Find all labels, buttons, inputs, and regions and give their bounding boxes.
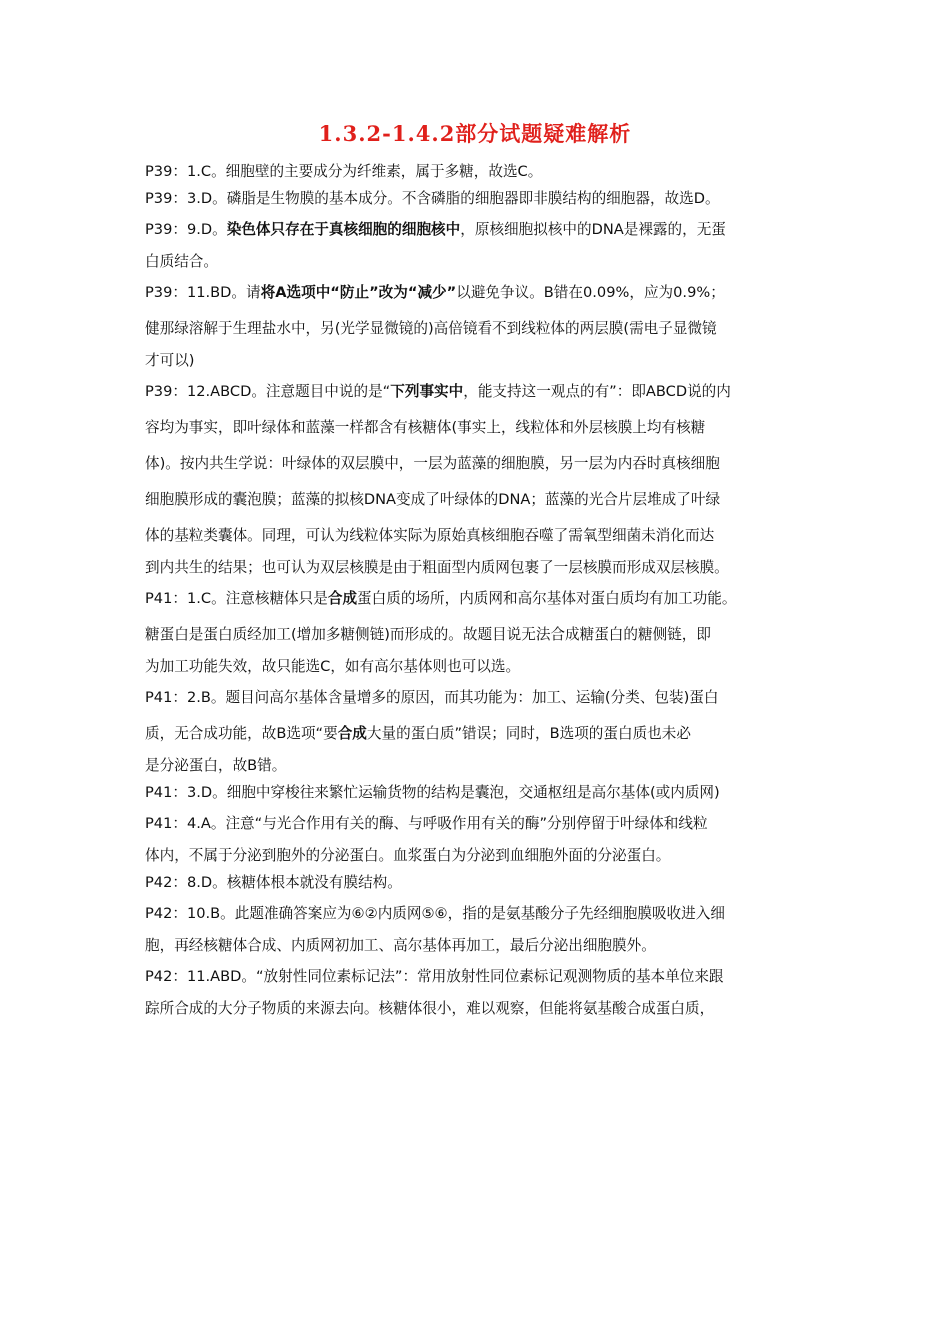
emphasis-text: 将A选项中“防止”改为“减少”	[260, 284, 457, 301]
text-segment: P42：10.B。此题准确答案应为⑥②内质网⑤⑥，指的是氨基酸分子先经细胞膜吸收进入细	[145, 905, 725, 922]
text-segment: 为加工功能失效，故只能选C，如有高尔基体则也可以选。	[145, 658, 521, 675]
answer-paragraph	[145, 374, 820, 581]
answer-paragraph	[145, 869, 820, 896]
text-line	[145, 653, 820, 680]
document-title: 1.3.2-1.4.2部分试题疑难解析	[318, 121, 632, 146]
text-segment: 糖蛋白是蛋白质经加工(增加多糖侧链)而形成的。故题目说无法合成糖蛋白的糖侧链，即	[145, 626, 711, 643]
text-line	[145, 752, 820, 779]
text-line	[145, 185, 820, 212]
text-line	[145, 311, 820, 347]
answer-paragraph	[145, 581, 820, 680]
text-line	[145, 995, 820, 1022]
text-segment: 容均为事实，即叶绿体和蓝藻一样都含有核糖体(事实上，线粒体和外层核膜上均有核糖	[145, 419, 706, 436]
text-segment: 大量的蛋白质”错误；同时，B选项的蛋白质也未必	[366, 725, 691, 742]
text-line	[145, 446, 820, 482]
text-segment: 踪所合成的大分子物质的来源去向。核糖体很小，难以观察，但能将氨基酸合成蛋白质，	[145, 1000, 715, 1017]
text-line	[145, 554, 820, 581]
text-line	[145, 842, 820, 869]
text-line	[145, 248, 820, 275]
text-line	[145, 959, 820, 995]
text-segment: 才可以)	[145, 352, 195, 369]
answer-paragraph	[145, 779, 820, 806]
text-segment: 质，无合成功能，故B选项“要	[145, 725, 338, 742]
text-segment: P42：8.D。核糖体根本就没有膜结构。	[145, 874, 402, 891]
text-line	[145, 482, 820, 518]
text-line	[145, 275, 820, 311]
text-segment: P41：1.C。注意核糖体只是	[145, 590, 328, 607]
text-line	[145, 806, 820, 842]
document-body	[145, 158, 820, 1022]
text-segment: 到内共生的结果；也可认为双层核膜是由于粗面型内质网包裹了一层核膜而形成双层核膜。	[145, 559, 729, 576]
text-segment: P39：12.ABCD。注意题目中说的是“	[145, 383, 391, 400]
text-line	[145, 410, 820, 446]
text-line	[145, 869, 820, 896]
emphasis-text: 下列事实中	[390, 383, 464, 400]
text-segment: 蛋白质的场所，内质网和高尔基体对蛋白质均有加工功能。	[357, 590, 737, 607]
emphasis-text: 染色体只存在于真核细胞的细胞核中	[226, 221, 461, 238]
text-segment: 健那绿溶解于生理盐水中，另(光学显微镜的)高倍镜看不到线粒体的两层膜(需电子显微镜	[145, 320, 717, 337]
text-line	[145, 716, 820, 752]
answer-paragraph	[145, 185, 820, 212]
text-segment: P41：2.B。题目问高尔基体含量增多的原因，而其功能为：加工、运输(分类、包装)蛋白	[145, 689, 719, 706]
text-line	[145, 374, 820, 410]
text-segment: 体)。按内共生学说：叶绿体的双层膜中，一层为蓝藻的细胞膜，另一层为内吞时真核细胞	[145, 455, 720, 472]
text-line	[145, 680, 820, 716]
text-segment: ，原核细胞拟核中的DNA是裸露的，无蛋	[460, 221, 726, 238]
text-segment: P39：11.BD。请	[145, 284, 261, 301]
emphasis-text: 合成	[327, 590, 358, 607]
text-segment: 胞，再经核糖体合成、内质网初加工、高尔基体再加工，最后分泌出细胞膜外。	[145, 937, 656, 954]
text-segment: P42：11.ABD。“放射性同位素标记法”：常用放射性同位素标记观测物质的基本单位来跟	[145, 968, 724, 985]
text-line	[145, 896, 820, 932]
text-segment: P39：3.D。磷脂是生物膜的基本成分。不含磷脂的细胞器即非膜结构的细胞器，故选D。	[145, 190, 720, 207]
answer-paragraph	[145, 275, 820, 374]
text-line	[145, 518, 820, 554]
answer-paragraph	[145, 896, 820, 959]
text-line	[145, 932, 820, 959]
text-segment: 体的基粒类囊体。同理，可认为线粒体实际为原始真核细胞吞噬了需氧型细菌未消化而达	[145, 527, 715, 544]
text-segment: 体内，不属于分泌到胞外的分泌蛋白。血浆蛋白为分泌到血细胞外面的分泌蛋白。	[145, 847, 671, 864]
text-segment: 白质结合。	[145, 253, 218, 270]
text-segment: P41：4.A。注意“与光合作用有关的酶、与呼吸作用有关的酶”分别停留于叶绿体和线粒	[145, 815, 708, 832]
text-line	[145, 212, 820, 248]
emphasis-text: 合成	[337, 725, 367, 742]
answer-paragraph	[145, 680, 820, 779]
text-segment: ，能支持这一观点的有”：即ABCD说的内	[463, 383, 731, 400]
text-segment: P41：3.D。细胞中穿梭往来繁忙运输货物的结构是囊泡，交通枢纽是高尔基体(或内质网)	[145, 784, 720, 801]
answer-paragraph	[145, 158, 820, 185]
text-line	[145, 617, 820, 653]
text-line	[145, 158, 820, 185]
answer-paragraph	[145, 806, 820, 869]
text-segment: 是分泌蛋白，故B错。	[145, 757, 287, 774]
answer-paragraph	[145, 212, 820, 275]
text-segment: 细胞膜形成的囊泡膜；蓝藻的拟核DNA变成了叶绿体的DNA；蓝藻的光合片层堆成了叶绿	[145, 491, 721, 508]
text-line	[145, 347, 820, 374]
text-line	[145, 581, 820, 617]
answer-paragraph	[145, 959, 820, 1022]
text-segment: 以避免争议。B错在0.09%，应为0.9%；	[456, 284, 725, 301]
text-segment: P39：9.D。	[145, 221, 227, 238]
text-line	[145, 779, 820, 806]
text-segment: P39：1.C。细胞壁的主要成分为纤维素，属于多糖，故选C。	[145, 163, 543, 180]
